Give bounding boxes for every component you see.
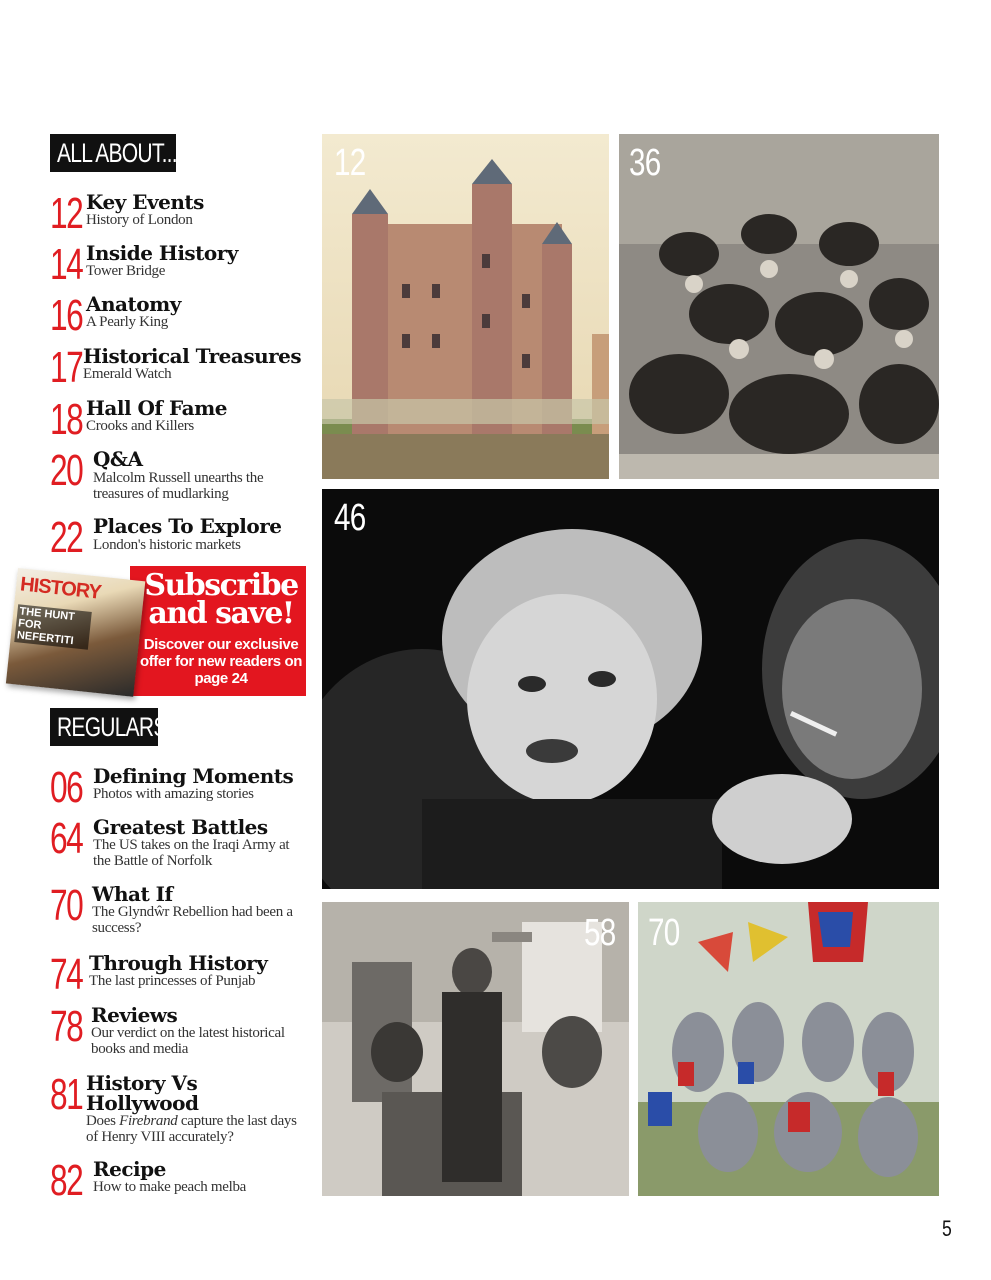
- toc-entry[interactable]: [50, 446, 315, 505]
- entry-subtitle: The last princesses of Punjab: [89, 973, 256, 989]
- photo-page-tag: 58: [584, 912, 616, 954]
- magazine-cover-image: [6, 568, 145, 697]
- entry-page-number: 06: [50, 763, 83, 812]
- photo-page-tag: 36: [629, 142, 661, 184]
- entry-title: Reviews: [91, 1003, 178, 1027]
- toc-entry[interactable]: [50, 291, 315, 340]
- promo-text: Discover our exclusive offer for new readers on page 24: [139, 636, 303, 687]
- entry-page-number: 82: [50, 1156, 83, 1205]
- entry-page-number: 22: [50, 513, 83, 562]
- toc-entry[interactable]: [50, 814, 315, 873]
- entry-title: Historical Treasures: [83, 344, 302, 368]
- toc-entry[interactable]: [50, 395, 315, 444]
- photo-medieval-battle[interactable]: [638, 902, 939, 1196]
- entry-title: Recipe: [93, 1157, 166, 1181]
- toc-entry[interactable]: [50, 189, 315, 238]
- entry-subtitle: How to make peach melba: [93, 1179, 247, 1195]
- section-header-label: ALL ABOUT...: [57, 138, 177, 168]
- entry-title: Places To Explore: [93, 514, 282, 538]
- entry-page-number: 16: [50, 291, 83, 340]
- entry-page-number: 17: [50, 343, 83, 392]
- photo-page-tag: 70: [648, 912, 680, 954]
- promo-headline: Subscribe and save!: [144, 568, 298, 631]
- section-header-label: REGULARS: [57, 712, 167, 742]
- entry-page-number: 81: [50, 1070, 83, 1119]
- entry-subtitle: History of London: [86, 212, 193, 228]
- toc-entry[interactable]: [50, 1070, 315, 1149]
- entry-page-number: 14: [50, 240, 83, 289]
- stock-exchange-crowd-engraving: [619, 134, 939, 479]
- entry-page-number: 74: [50, 950, 83, 999]
- toc-entry[interactable]: [50, 343, 315, 392]
- tower-of-london-painting: [322, 134, 609, 479]
- section-header-all-about: [50, 134, 176, 172]
- entry-page-number: 12: [50, 189, 83, 238]
- couple-portrait-photo: [322, 489, 939, 889]
- entry-page-number: 20: [50, 446, 83, 495]
- entry-subtitle: Tower Bridge: [86, 263, 166, 279]
- entry-title: Defining Moments: [93, 764, 294, 788]
- toc-entry[interactable]: [50, 763, 315, 812]
- entry-title: Greatest Battles: [93, 815, 268, 839]
- photo-couple-portrait[interactable]: [322, 489, 939, 889]
- photo-page-tag: 12: [334, 142, 366, 184]
- toc-entry[interactable]: [50, 950, 315, 999]
- entry-subtitle: Photos with amazing stories: [93, 786, 254, 802]
- victorian-office-engraving: [322, 902, 629, 1196]
- entry-title: Through History: [89, 951, 268, 975]
- entry-title: Hall Of Fame: [86, 396, 227, 420]
- entry-subtitle: Emerald Watch: [83, 366, 172, 382]
- entry-subtitle: The US takes on the Iraqi Army at the Battle of Norfolk: [93, 837, 290, 869]
- entry-subtitle: London's historic markets: [93, 537, 241, 553]
- entry-title: History Vs Hollywood: [86, 1071, 199, 1115]
- entry-title: Key Events: [86, 190, 204, 214]
- entry-subtitle: A Pearly King: [86, 314, 168, 330]
- medieval-battle-illustration: [638, 902, 939, 1196]
- entry-page-number: 64: [50, 814, 83, 863]
- entry-title: What If: [92, 882, 173, 906]
- magazine-cover-title: HISTORY: [19, 573, 102, 604]
- toc-entry[interactable]: [50, 513, 315, 562]
- entry-subtitle: Malcolm Russell unearths the treasures of mudlarking: [93, 470, 264, 502]
- entry-subtitle: Does Firebrand capture the last days of Henry VIII accurately?: [86, 1113, 297, 1145]
- page-number: 5: [942, 1216, 952, 1241]
- entry-page-number: 78: [50, 1002, 83, 1051]
- toc-entry[interactable]: [50, 1156, 315, 1205]
- entry-title: Anatomy: [86, 292, 181, 316]
- photo-victorian-office[interactable]: [322, 902, 629, 1196]
- entry-subtitle: Our verdict on the latest historical books and media: [91, 1025, 285, 1057]
- photo-crowd-engraving[interactable]: [619, 134, 939, 479]
- photo-page-tag: 46: [334, 497, 366, 539]
- entry-title: Inside History: [86, 241, 238, 265]
- entry-page-number: 70: [50, 881, 83, 930]
- photo-tower-of-london[interactable]: [322, 134, 609, 479]
- toc-entry[interactable]: [50, 240, 315, 289]
- entry-subtitle: The Glyndŵr Rebellion had been a success?: [92, 904, 293, 936]
- subscribe-promo[interactable]: [18, 566, 306, 696]
- entry-page-number: 18: [50, 395, 83, 444]
- entry-title: Q&A: [93, 447, 143, 471]
- magazine-cover-line: THE HUNT FOR NEFERTITI: [14, 604, 92, 650]
- entry-subtitle: Crooks and Killers: [86, 418, 194, 434]
- toc-entry[interactable]: [50, 881, 315, 940]
- section-header-regulars: [50, 708, 167, 746]
- toc-entry[interactable]: [50, 1002, 315, 1061]
